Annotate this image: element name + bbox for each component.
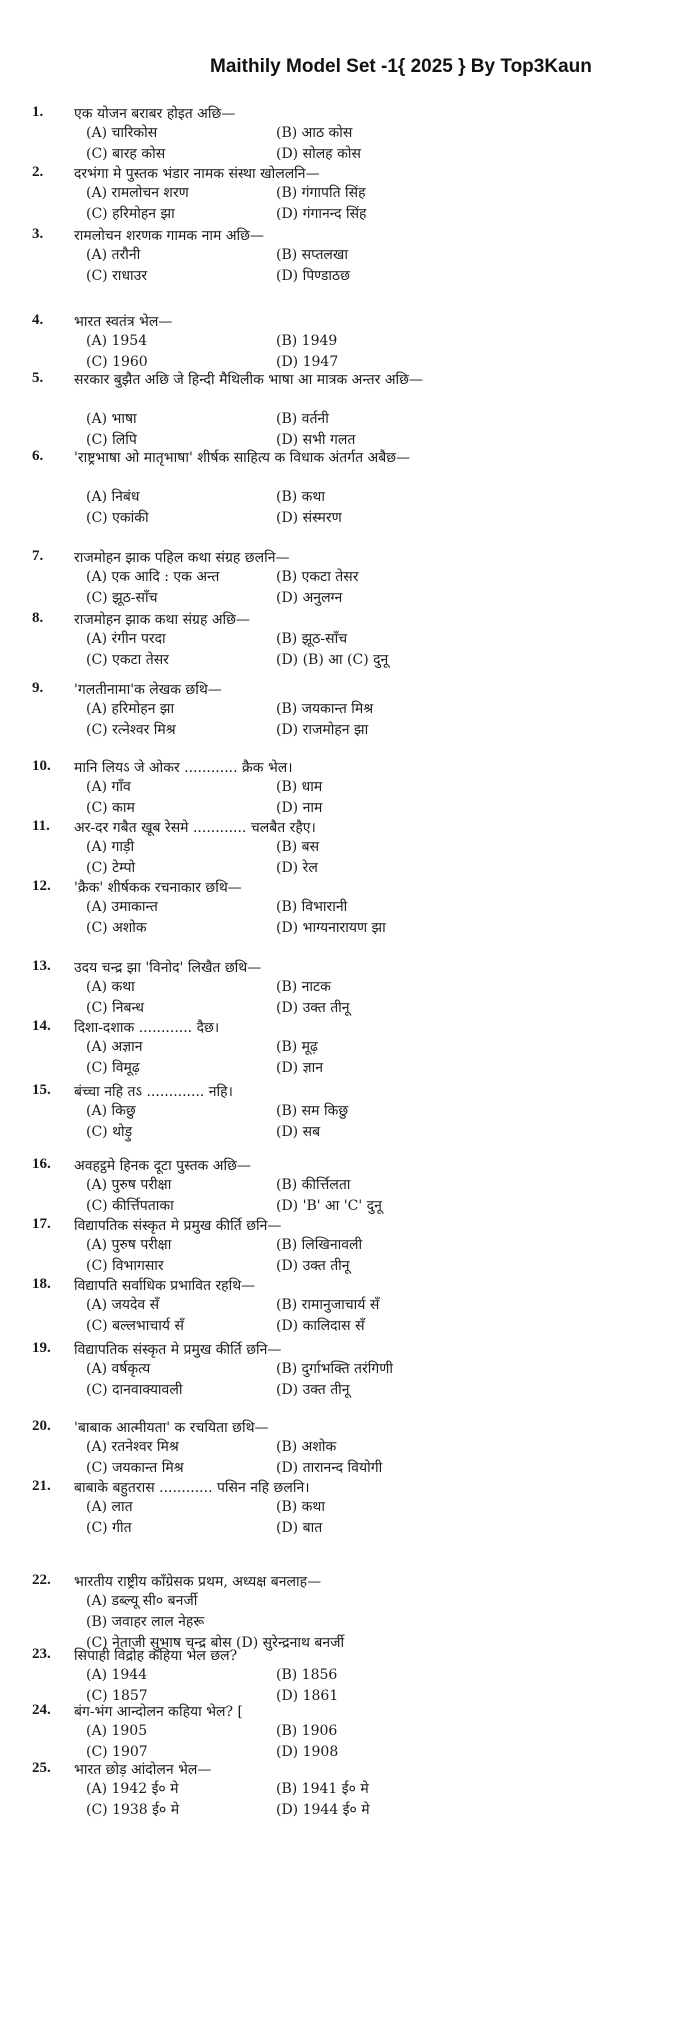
question-number: 6. (32, 448, 44, 464)
answer-option: (A) 1944 (86, 1667, 148, 1683)
question-text: अवहट्ठमे हिनक दूटा पुस्तक अछि— (74, 1158, 251, 1174)
options-list (86, 1360, 456, 1400)
answer-option: (A) गाँव (86, 779, 131, 795)
answer-option: (B) धाम (276, 779, 323, 795)
answer-option: (D) 'B' आ 'C' दुनू (276, 1198, 382, 1214)
answer-option: (D) 1861 (276, 1688, 339, 1704)
answer-option: (D) रेल (276, 860, 318, 876)
answer-option: (B) जयकान्त मिश्र (276, 701, 374, 717)
answer-option: (A) पुरुष परीक्षा (86, 1237, 172, 1253)
answer-option: (A) रामलोचन शरण (86, 185, 189, 201)
answer-option: (A) 1954 (86, 333, 148, 349)
answer-option: (A) तरौनी (86, 247, 141, 263)
answer-option: (D) 1908 (276, 1744, 339, 1760)
answer-option: (D) अनुलग्न (276, 590, 343, 606)
question-number: 14. (32, 1018, 51, 1034)
answer-option: (C) अशोक (86, 920, 147, 936)
question-number: 10. (32, 758, 51, 774)
answer-option: (D) सभी गलत (276, 432, 356, 448)
options-list (86, 184, 456, 224)
answer-option: (D) उक्त तीनू (276, 1000, 350, 1016)
answer-option: (A) किछु (86, 1103, 136, 1119)
question-text: भारत स्वतंत्र भेल— (74, 314, 173, 330)
options-list (86, 488, 456, 528)
answer-option: (D) भाग्यनारायण झा (276, 920, 386, 936)
question-text: बाबाके बहुतरास ............ पसिन नहि छलनि। (74, 1480, 310, 1496)
options-list (86, 568, 456, 608)
answer-option: (C) बारह कोस (86, 146, 166, 162)
answer-option: (D) 1947 (276, 354, 339, 370)
options-list (86, 978, 456, 1018)
answer-option: (B) मूढ़ (276, 1039, 318, 1055)
question-number: 9. (32, 680, 44, 696)
answer-option: (C) निबन्ध (86, 1000, 144, 1016)
answer-option: (A) 1905 (86, 1723, 148, 1739)
answer-option: (A) कथा (86, 979, 135, 995)
question-number: 4. (32, 312, 44, 328)
question-number: 20. (32, 1418, 51, 1434)
options-list (86, 1722, 456, 1762)
answer-option: (C) राधाउर (86, 268, 148, 284)
question-text: एक योजन बराबर होइत अछि— (74, 106, 236, 122)
options-list (86, 246, 456, 286)
question-number: 24. (32, 1702, 51, 1718)
answer-option: (B) गंगापति सिंह (276, 185, 366, 201)
question-text: 'राष्ट्रभाषा ओ मातृभाषा' शीर्षक साहित्य क विधाक अंतर्गत अबैछ— (74, 450, 411, 466)
answer-option: (A) लात (86, 1499, 133, 1515)
question-text: 'क्रैक' शीर्षकक रचनाकार छथि— (74, 880, 242, 896)
answer-option: (C) रत्नेश्वर मिश्र (86, 722, 176, 738)
answer-option: (B) सम किछु (276, 1103, 349, 1119)
answer-option: (B) 1906 (276, 1723, 338, 1739)
options-list (86, 778, 456, 818)
answer-option: (D) बात (276, 1520, 323, 1536)
options-list (86, 124, 456, 164)
answer-option: (A) हरिमोहन झा (86, 701, 175, 717)
answer-option: (B) बस (276, 839, 320, 855)
options-list (86, 1236, 456, 1276)
answer-option: (B) लिखिनावली (276, 1237, 363, 1253)
question-number: 15. (32, 1082, 51, 1098)
answer-option: (D) गंगानन्द सिंह (276, 206, 367, 222)
question-number: 13. (32, 958, 51, 974)
question-text: बंच्चा नहि तऽ ............. नहि। (74, 1084, 233, 1100)
options-list (86, 700, 456, 740)
answer-option: (C) झूठ-साँच (86, 590, 158, 606)
answer-option: (A) डब्ल्यू सी० बनर्जी (86, 1593, 198, 1609)
answer-option: (C) थोड़ु (86, 1124, 133, 1140)
options-list (86, 1438, 456, 1478)
answer-option: (C) टेम्पो (86, 860, 136, 876)
answer-option: (B) विभारानी (276, 899, 348, 915)
answer-option: (C) कीर्त्तिपताका (86, 1198, 174, 1214)
question-number: 7. (32, 548, 44, 564)
answer-option: (D) नाम (276, 800, 323, 816)
answer-option: (B) वर्तनी (276, 411, 329, 427)
options-list (86, 630, 456, 670)
answer-option: (C) 1938 ई० मे (86, 1802, 180, 1818)
options-list (86, 332, 456, 372)
answer-option: (C) विमूढ़ (86, 1060, 140, 1076)
options-list (86, 1176, 456, 1216)
question-number: 11. (32, 818, 50, 834)
question-text: विद्यापतिक संस्कृत मे प्रमुख कीर्ति छनि— (74, 1218, 282, 1234)
question-text: 'गलतीनामा'क लेखक छथि— (74, 682, 222, 698)
answer-option: (B) कीर्त्तिलता (276, 1177, 351, 1193)
options-list (86, 410, 456, 450)
answer-option: (B) अशोक (276, 1439, 337, 1455)
answer-option: (A) गाड़ी (86, 839, 135, 855)
answer-option: (A) जयदेव सँ (86, 1297, 160, 1313)
answer-option: (C) एकांकी (86, 510, 149, 526)
answer-option: (D) ज्ञान (276, 1060, 323, 1076)
options-list (86, 898, 456, 938)
answer-option: (A) रंगीन परदा (86, 631, 166, 647)
options-list (86, 1102, 456, 1142)
answer-option: (C) काम (86, 800, 135, 816)
answer-option: (B) एकटा तेसर (276, 569, 359, 585)
question-number: 3. (32, 226, 44, 242)
question-text: राजमोहन झाक कथा संग्रह अछि— (74, 612, 250, 628)
question-number: 19. (32, 1340, 51, 1356)
options-list (86, 838, 456, 878)
answer-option: (D) उक्त तीनू (276, 1382, 350, 1398)
answer-option: (A) एक आदि : एक अन्त (86, 569, 220, 585)
question-text: सिपाही विद्रोह कहिया भेल छल? (74, 1648, 238, 1664)
options-list (86, 1296, 456, 1336)
question-text: रामलोचन शरणक गामक नाम अछि— (74, 228, 264, 244)
answer-option: (B) 1949 (276, 333, 338, 349)
question-text: विद्यापति सर्वाधिक प्रभावित रहथि— (74, 1278, 256, 1294)
question-text: भारत छोड़ आंदोलन भेल— (74, 1762, 212, 1778)
answer-option: (B) कथा (276, 1499, 325, 1515)
question-number: 21. (32, 1478, 51, 1494)
answer-option: (C) नेताजी सुभाष चन्द्र बोस (D) सुरेन्द्रनाथ बनर्जी (86, 1635, 345, 1651)
answer-option: (A) उमाकान्त (86, 899, 158, 915)
answer-option: (C) 1960 (86, 354, 148, 370)
question-text: दिशा-दशाक ............ दैछ। (74, 1020, 220, 1036)
answer-option: (D) (B) आ (C) दुनू (276, 652, 389, 668)
answer-option: (A) भाषा (86, 411, 137, 427)
answer-option: (A) निबंध (86, 489, 140, 505)
answer-option: (D) सोलह कोस (276, 146, 361, 162)
question-text: बंग-भंग आन्दोलन कहिया भेल? [ (74, 1704, 243, 1720)
question-number: 22. (32, 1572, 51, 1588)
question-number: 16. (32, 1156, 51, 1172)
answer-option: (C) विभागसार (86, 1258, 164, 1274)
answer-option: (D) उक्त तीनू (276, 1258, 350, 1274)
question-number: 8. (32, 610, 44, 626)
question-number: 25. (32, 1760, 51, 1776)
question-text: मानि लियऽ जे ओकर ............ क्रैक भेल। (74, 760, 293, 776)
answer-option: (C) दानवाक्यावली (86, 1382, 183, 1398)
answer-option: (C) हरिमोहन झा (86, 206, 175, 222)
answer-option: (C) गीत (86, 1520, 132, 1536)
answer-option: (C) लिपि (86, 432, 137, 448)
question-number: 18. (32, 1276, 51, 1292)
question-text: 'बाबाक आत्मीयता' क रचयिता छथि— (74, 1420, 269, 1436)
answer-option: (B) 1856 (276, 1667, 338, 1683)
answer-option: (D) संस्मरण (276, 510, 342, 526)
options-list (86, 1780, 456, 1820)
answer-option: (A) रतनेश्वर मिश्र (86, 1439, 179, 1455)
options-list (86, 1666, 456, 1706)
answer-option: (B) नाटक (276, 979, 331, 995)
question-number: 1. (32, 104, 44, 120)
page-title: Maithily Model Set -1{ 2025 } By Top3Kaun (210, 56, 592, 77)
options-list (86, 1498, 456, 1538)
question-number: 23. (32, 1646, 51, 1662)
answer-option: (A) 1942 ई० मे (86, 1781, 179, 1797)
options-list (86, 1038, 456, 1078)
question-text: विद्यापतिक संस्कृत मे प्रमुख कीर्ति छनि— (74, 1342, 282, 1358)
answer-option: (D) 1944 ई० मे (276, 1802, 370, 1818)
answer-option: (D) राजमोहन झा (276, 722, 369, 738)
answer-option: (A) वर्षकृत्य (86, 1361, 151, 1377)
question-text: दरभंगा मे पुस्तक भंडार नामक संस्था खोललनि— (74, 166, 320, 182)
answer-option: (B) सप्तलखा (276, 247, 348, 263)
answer-option: (A) पुरुष परीक्षा (86, 1177, 172, 1193)
answer-option: (C) 1857 (86, 1688, 148, 1704)
question-number: 2. (32, 164, 44, 180)
answer-option: (B) जवाहर लाल नेहरू (86, 1614, 205, 1630)
answer-option: (B) रामानुजाचार्य सँ (276, 1297, 380, 1313)
question-number: 12. (32, 878, 51, 894)
answer-option: (C) बल्लभाचार्य सँ (86, 1318, 184, 1334)
answer-option: (D) कालिदास सँ (276, 1318, 365, 1334)
answer-option: (A) अज्ञान (86, 1039, 143, 1055)
question-number: 5. (32, 370, 44, 386)
options-list (86, 1592, 456, 1653)
answer-option: (D) तारानन्द वियोगी (276, 1460, 383, 1476)
question-text: राजमोहन झाक पहिल कथा संग्रह छलनि— (74, 550, 290, 566)
answer-option: (B) झूठ-साँच (276, 631, 348, 647)
answer-option: (C) 1907 (86, 1744, 148, 1760)
question-text: सरकार बुझैत अछि जे हिन्दी मैथिलीक भाषा आ मात्रक अन्तर अछि— (74, 372, 423, 388)
answer-option: (A) चारिकोस (86, 125, 158, 141)
question-text: भारतीय राष्ट्रीय काँग्रेसक प्रथम, अध्यक्ष बनलाह— (74, 1574, 322, 1590)
question-text: अर-दर गबैत खूब रेसमे ............ चलबैत रहैए। (74, 820, 316, 836)
answer-option: (B) कथा (276, 489, 325, 505)
answer-option: (B) आठ कोस (276, 125, 353, 141)
answer-option: (C) जयकान्त मिश्र (86, 1460, 184, 1476)
answer-option: (D) पिण्डाठछ (276, 268, 350, 284)
answer-option: (C) एकटा तेसर (86, 652, 169, 668)
question-number: 17. (32, 1216, 51, 1232)
answer-option: (B) दुर्गाभक्ति तरंगिणी (276, 1361, 393, 1377)
question-text: उदय चन्द्र झा 'विनोद' लिखैत छथि— (74, 960, 262, 976)
answer-option: (D) सब (276, 1124, 321, 1140)
answer-option: (B) 1941 ई० मे (276, 1781, 369, 1797)
